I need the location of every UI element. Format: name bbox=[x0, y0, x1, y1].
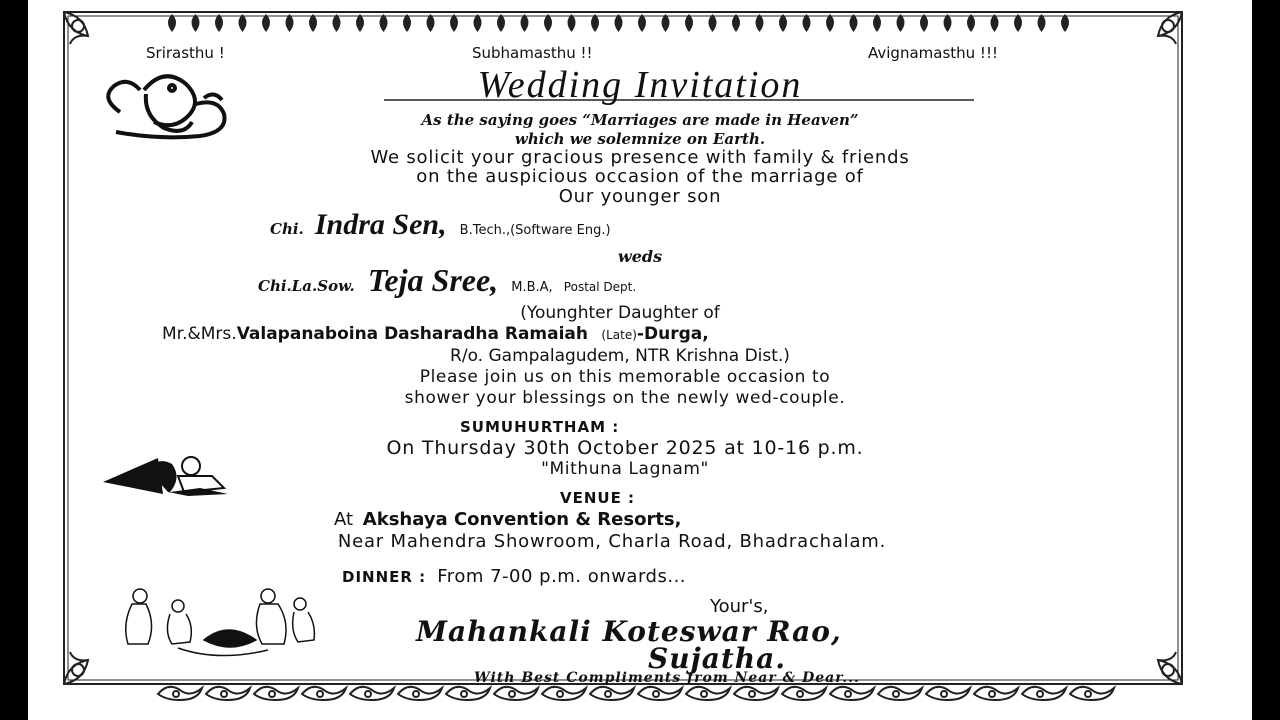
garland-leaf bbox=[239, 14, 247, 32]
parents-title: Mr.&Mrs. bbox=[162, 324, 237, 344]
garland-flower bbox=[782, 687, 826, 700]
quote-line-2: which we solemnize on Earth. bbox=[514, 130, 766, 148]
garland-bead bbox=[989, 691, 995, 697]
parents-line-1: (Younghter Daughter of bbox=[520, 303, 720, 323]
garland-bead bbox=[317, 691, 323, 697]
garland-leaf bbox=[967, 14, 975, 32]
garland-leaf bbox=[920, 14, 928, 32]
garland-bead bbox=[845, 691, 851, 697]
garland-bead bbox=[797, 691, 803, 697]
weds-label: weds bbox=[617, 247, 663, 266]
garland-flower bbox=[1022, 687, 1066, 700]
garland-leaf bbox=[638, 14, 646, 32]
groom-prefix: Chi. bbox=[270, 220, 304, 238]
venue-line bbox=[334, 511, 681, 529]
garland-flower bbox=[686, 687, 730, 700]
garland-flower bbox=[542, 687, 586, 700]
garland-leaf bbox=[779, 14, 787, 32]
late-marker: (Late) bbox=[601, 328, 637, 342]
garland-bead bbox=[941, 691, 947, 697]
garland-flower bbox=[734, 687, 778, 700]
garland-leaf bbox=[1061, 14, 1069, 32]
garland-leaf bbox=[732, 14, 740, 32]
garland-leaf bbox=[544, 14, 552, 32]
venue-address: Near Mahendra Showroom, Charla Road, Bhadrachalam. bbox=[337, 531, 887, 552]
groom-line bbox=[270, 210, 611, 240]
garland-bead bbox=[1037, 691, 1043, 697]
intro-line-3: Our younger son bbox=[558, 186, 722, 207]
garland-leaf bbox=[262, 14, 270, 32]
garland-flower bbox=[350, 687, 394, 700]
garland-leaf bbox=[474, 14, 482, 32]
venue-heading: VENUE : bbox=[560, 489, 636, 507]
garland-flower bbox=[926, 687, 970, 700]
bride-job: Postal Dept. bbox=[563, 280, 637, 294]
request-line-1: Please join us on this memorable occasion to bbox=[419, 367, 831, 387]
garland-bead bbox=[509, 691, 515, 697]
muhurtham-heading: SUMUHURTHAM : bbox=[460, 418, 620, 436]
garland-leaf bbox=[873, 14, 881, 32]
garland-leaf bbox=[356, 14, 364, 32]
garland-flower bbox=[206, 687, 250, 700]
blessing-avignamasthu: Avignamasthu !!! bbox=[868, 44, 998, 62]
garland-leaf bbox=[497, 14, 505, 32]
garland-leaf bbox=[991, 14, 999, 32]
garland-leaf bbox=[380, 14, 388, 32]
footer-compliments: With Best Compliments from Near & Dear... bbox=[474, 670, 860, 686]
intro-line-2: on the auspicious occasion of the marriage of bbox=[416, 166, 864, 187]
host-name-2: Sujatha. bbox=[648, 642, 787, 675]
garland-leaf bbox=[756, 14, 764, 32]
bride-name: Teja Sree, bbox=[367, 262, 499, 298]
garland-leaf bbox=[803, 14, 811, 32]
garland-flower bbox=[878, 687, 922, 700]
garland-bead bbox=[269, 691, 275, 697]
garland-flower bbox=[494, 687, 538, 700]
intro-line-1: We solicit your gracious presence with family & friends bbox=[370, 147, 910, 168]
garland-leaf bbox=[333, 14, 341, 32]
garland-leaf bbox=[192, 14, 200, 32]
garland-flower bbox=[158, 687, 202, 700]
garland-bead bbox=[1085, 691, 1091, 697]
garland-bead bbox=[365, 691, 371, 697]
dinner-line bbox=[342, 568, 686, 586]
garland-leaf bbox=[685, 14, 693, 32]
groom-name: Indra Sen, bbox=[314, 208, 447, 241]
garland-leaf bbox=[1014, 14, 1022, 32]
page-title: Wedding Invitation bbox=[477, 64, 803, 106]
garland-bead bbox=[749, 691, 755, 697]
muhurtham-lagnam: "Mithuna Lagnam" bbox=[541, 459, 709, 479]
garland-flower bbox=[446, 687, 490, 700]
groom-qualification: B.Tech.,(Software Eng.) bbox=[459, 223, 611, 238]
garland-leaf bbox=[168, 14, 176, 32]
garland-leaf bbox=[450, 14, 458, 32]
garland-bead bbox=[893, 691, 899, 697]
garland-leaf bbox=[568, 14, 576, 32]
request-line-2: shower your blessings on the newly wed-couple. bbox=[404, 388, 846, 408]
garland-leaf bbox=[309, 14, 317, 32]
garland-leaf bbox=[1038, 14, 1046, 32]
garland-bead bbox=[221, 691, 227, 697]
dinner-label: DINNER : bbox=[342, 568, 427, 586]
garland-leaf bbox=[403, 14, 411, 32]
bottom-garland bbox=[158, 687, 1114, 700]
garland-bead bbox=[605, 691, 611, 697]
garland-leaf bbox=[826, 14, 834, 32]
invitation-card bbox=[28, 0, 1252, 720]
garland-leaf bbox=[215, 14, 223, 32]
garland-flower bbox=[830, 687, 874, 700]
bride-qualification: M.B.A, bbox=[511, 280, 553, 295]
blessing-subhamasthu: Subhamasthu !! bbox=[472, 44, 593, 62]
garland-leaf bbox=[662, 14, 670, 32]
venue-name: Akshaya Convention & Resorts, bbox=[362, 509, 682, 530]
father-name: Valapanaboina Dasharadha Ramaiah bbox=[236, 324, 589, 344]
parents-line-2 bbox=[162, 326, 709, 343]
garland-bead bbox=[413, 691, 419, 697]
garland-leaf bbox=[944, 14, 952, 32]
garland-leaf bbox=[591, 14, 599, 32]
garland-leaf bbox=[709, 14, 717, 32]
garland-bead bbox=[461, 691, 467, 697]
garland-flower bbox=[638, 687, 682, 700]
garland-flower bbox=[1070, 687, 1114, 700]
top-leaf-garland bbox=[168, 14, 1069, 32]
garland-flower bbox=[254, 687, 298, 700]
garland-flower bbox=[398, 687, 442, 700]
venue-prefix: At bbox=[334, 509, 354, 530]
bride-line bbox=[258, 264, 636, 296]
blessing-srirasthu: Srirasthu ! bbox=[146, 44, 225, 62]
host-name-1: Mahankali Koteswar Rao, bbox=[416, 615, 842, 648]
garland-flower bbox=[974, 687, 1018, 700]
garland-leaf bbox=[427, 14, 435, 32]
garland-leaf bbox=[521, 14, 529, 32]
parents-line-3: R/o. Gampalagudem, NTR Krishna Dist.) bbox=[450, 346, 790, 366]
garland-bead bbox=[173, 691, 179, 697]
garland-leaf bbox=[286, 14, 294, 32]
garland-flower bbox=[302, 687, 346, 700]
mother-name: -Durga, bbox=[636, 324, 709, 344]
garland-bead bbox=[701, 691, 707, 697]
garland-bead bbox=[557, 691, 563, 697]
garland-leaf bbox=[897, 14, 905, 32]
garland-bead bbox=[653, 691, 659, 697]
dinner-time: From 7-00 p.m. onwards... bbox=[437, 566, 687, 587]
yours-label: Your's, bbox=[710, 596, 769, 617]
garland-flower bbox=[590, 687, 634, 700]
quote-line-1: As the saying goes “Marriages are made in Heaven” bbox=[421, 111, 859, 129]
muhurtham-datetime: On Thursday 30th October 2025 at 10-16 p.m. bbox=[386, 437, 864, 459]
ceremony-illustration-icon bbox=[126, 589, 315, 656]
garland-leaf bbox=[850, 14, 858, 32]
garland-leaf bbox=[615, 14, 623, 32]
bride-prefix: Chi.La.Sow. bbox=[258, 277, 355, 295]
